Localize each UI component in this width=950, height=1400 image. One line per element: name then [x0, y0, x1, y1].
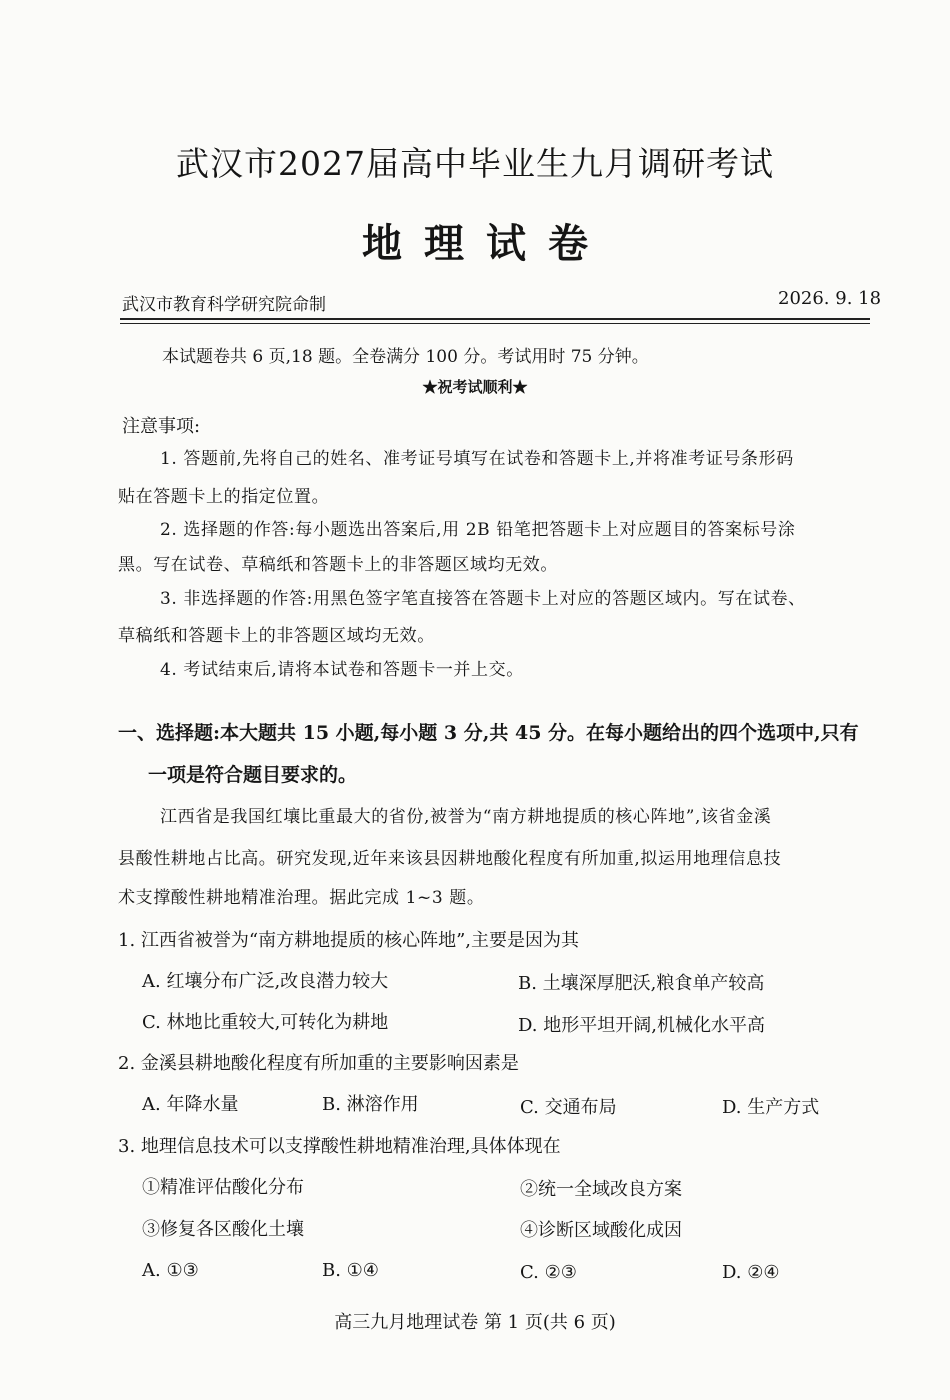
good-luck-line: ★祝考试顺利★: [422, 378, 528, 396]
question-1-option-a: A. 红壤分布广泛,改良潜力较大: [142, 971, 389, 992]
section-1-heading-line-1: 一、选择题:本大题共 15 小题,每小题 3 分,共 45 分。在每小题给出的四个选项中,只有: [118, 722, 859, 744]
question-1-option-d: D. 地形平坦开阔,机械化水平高: [518, 1015, 765, 1036]
passage-line-2: 县酸性耕地占比高。研究发现,近年来该县因耕地酸化程度有所加重,拟运用地理信息技: [118, 849, 782, 869]
question-3-statement-3: ③修复各区酸化土壤: [142, 1219, 304, 1240]
header-rule-thick: [120, 318, 870, 320]
notice-heading: 注意事项:: [122, 416, 201, 437]
passage-line-1: 江西省是我国红壤比重最大的省份,被誉为“南方耕地提质的核心阵地”,该省金溪: [160, 807, 772, 827]
question-2-option-d: D. 生产方式: [722, 1097, 820, 1118]
question-1-stem: 1. 江西省被誉为“南方耕地提质的核心阵地”,主要是因为其: [118, 930, 580, 951]
passage-line-3: 术支撑酸性耕地精准治理。据此完成 1~3 题。: [118, 888, 485, 908]
question-2-option-a: A. 年降水量: [142, 1094, 239, 1115]
issuing-organization: 武汉市教育科学研究院命制: [122, 295, 326, 315]
question-1-option-c: C. 林地比重较大,可转化为耕地: [142, 1012, 389, 1033]
question-2-option-b: B. 淋溶作用: [322, 1094, 419, 1115]
question-3-statement-2: ②统一全域改良方案: [520, 1179, 682, 1200]
question-3-statement-1: ①精准评估酸化分布: [142, 1177, 304, 1198]
question-2-stem: 2. 金溪县耕地酸化程度有所加重的主要影响因素是: [118, 1053, 519, 1074]
exam-date: 2026. 9. 18: [778, 288, 882, 309]
question-3-option-c: C. ②③: [520, 1262, 577, 1283]
page-footer: 高三九月地理试卷 第 1 页(共 6 页): [334, 1312, 616, 1333]
notice-item-4-line-1: 4. 考试结束后,请将本试卷和答题卡一并上交。: [160, 660, 524, 680]
notice-item-3-line-2: 草稿纸和答题卡上的非答题区域均无效。: [118, 626, 435, 646]
exam-intro: 本试题卷共 6 页,18 题。全卷满分 100 分。考试用时 75 分钟。: [162, 347, 649, 367]
notice-item-2-line-1: 2. 选择题的作答:每小题选出答案后,用 2B 铅笔把答题卡上对应题目的答案标号涂: [160, 520, 796, 540]
question-3-option-b: B. ①④: [322, 1260, 379, 1281]
question-1-option-b: B. 土壤深厚肥沃,粮食单产较高: [518, 973, 765, 994]
notice-item-1-line-1: 1. 答题前,先将自己的姓名、准考证号填写在试卷和答题卡上,并将准考证号条形码: [160, 449, 794, 469]
question-3-statement-4: ④诊断区域酸化成因: [520, 1220, 682, 1241]
exam-subtitle: 地理试卷: [362, 220, 610, 267]
notice-item-3-line-1: 3. 非选择题的作答:用黑色签字笔直接答在答题卡上对应的答题区域内。写在试卷、: [160, 589, 806, 609]
question-3-option-a: A. ①③: [142, 1260, 199, 1281]
header-rule-thin: [120, 323, 870, 324]
question-3-option-d: D. ②④: [722, 1262, 780, 1283]
section-1-heading-line-2: 一项是符合题目要求的。: [148, 764, 358, 786]
question-2-option-c: C. 交通布局: [520, 1097, 617, 1118]
notice-item-2-line-2: 黑。写在试卷、草稿纸和答题卡上的非答题区域均无效。: [118, 555, 558, 575]
notice-item-1-line-2: 贴在答题卡上的指定位置。: [118, 487, 330, 507]
question-3-stem: 3. 地理信息技术可以支撑酸性耕地精准治理,具体体现在: [118, 1136, 561, 1157]
exam-title: 武汉市2027届高中毕业生九月调研考试: [176, 144, 774, 183]
